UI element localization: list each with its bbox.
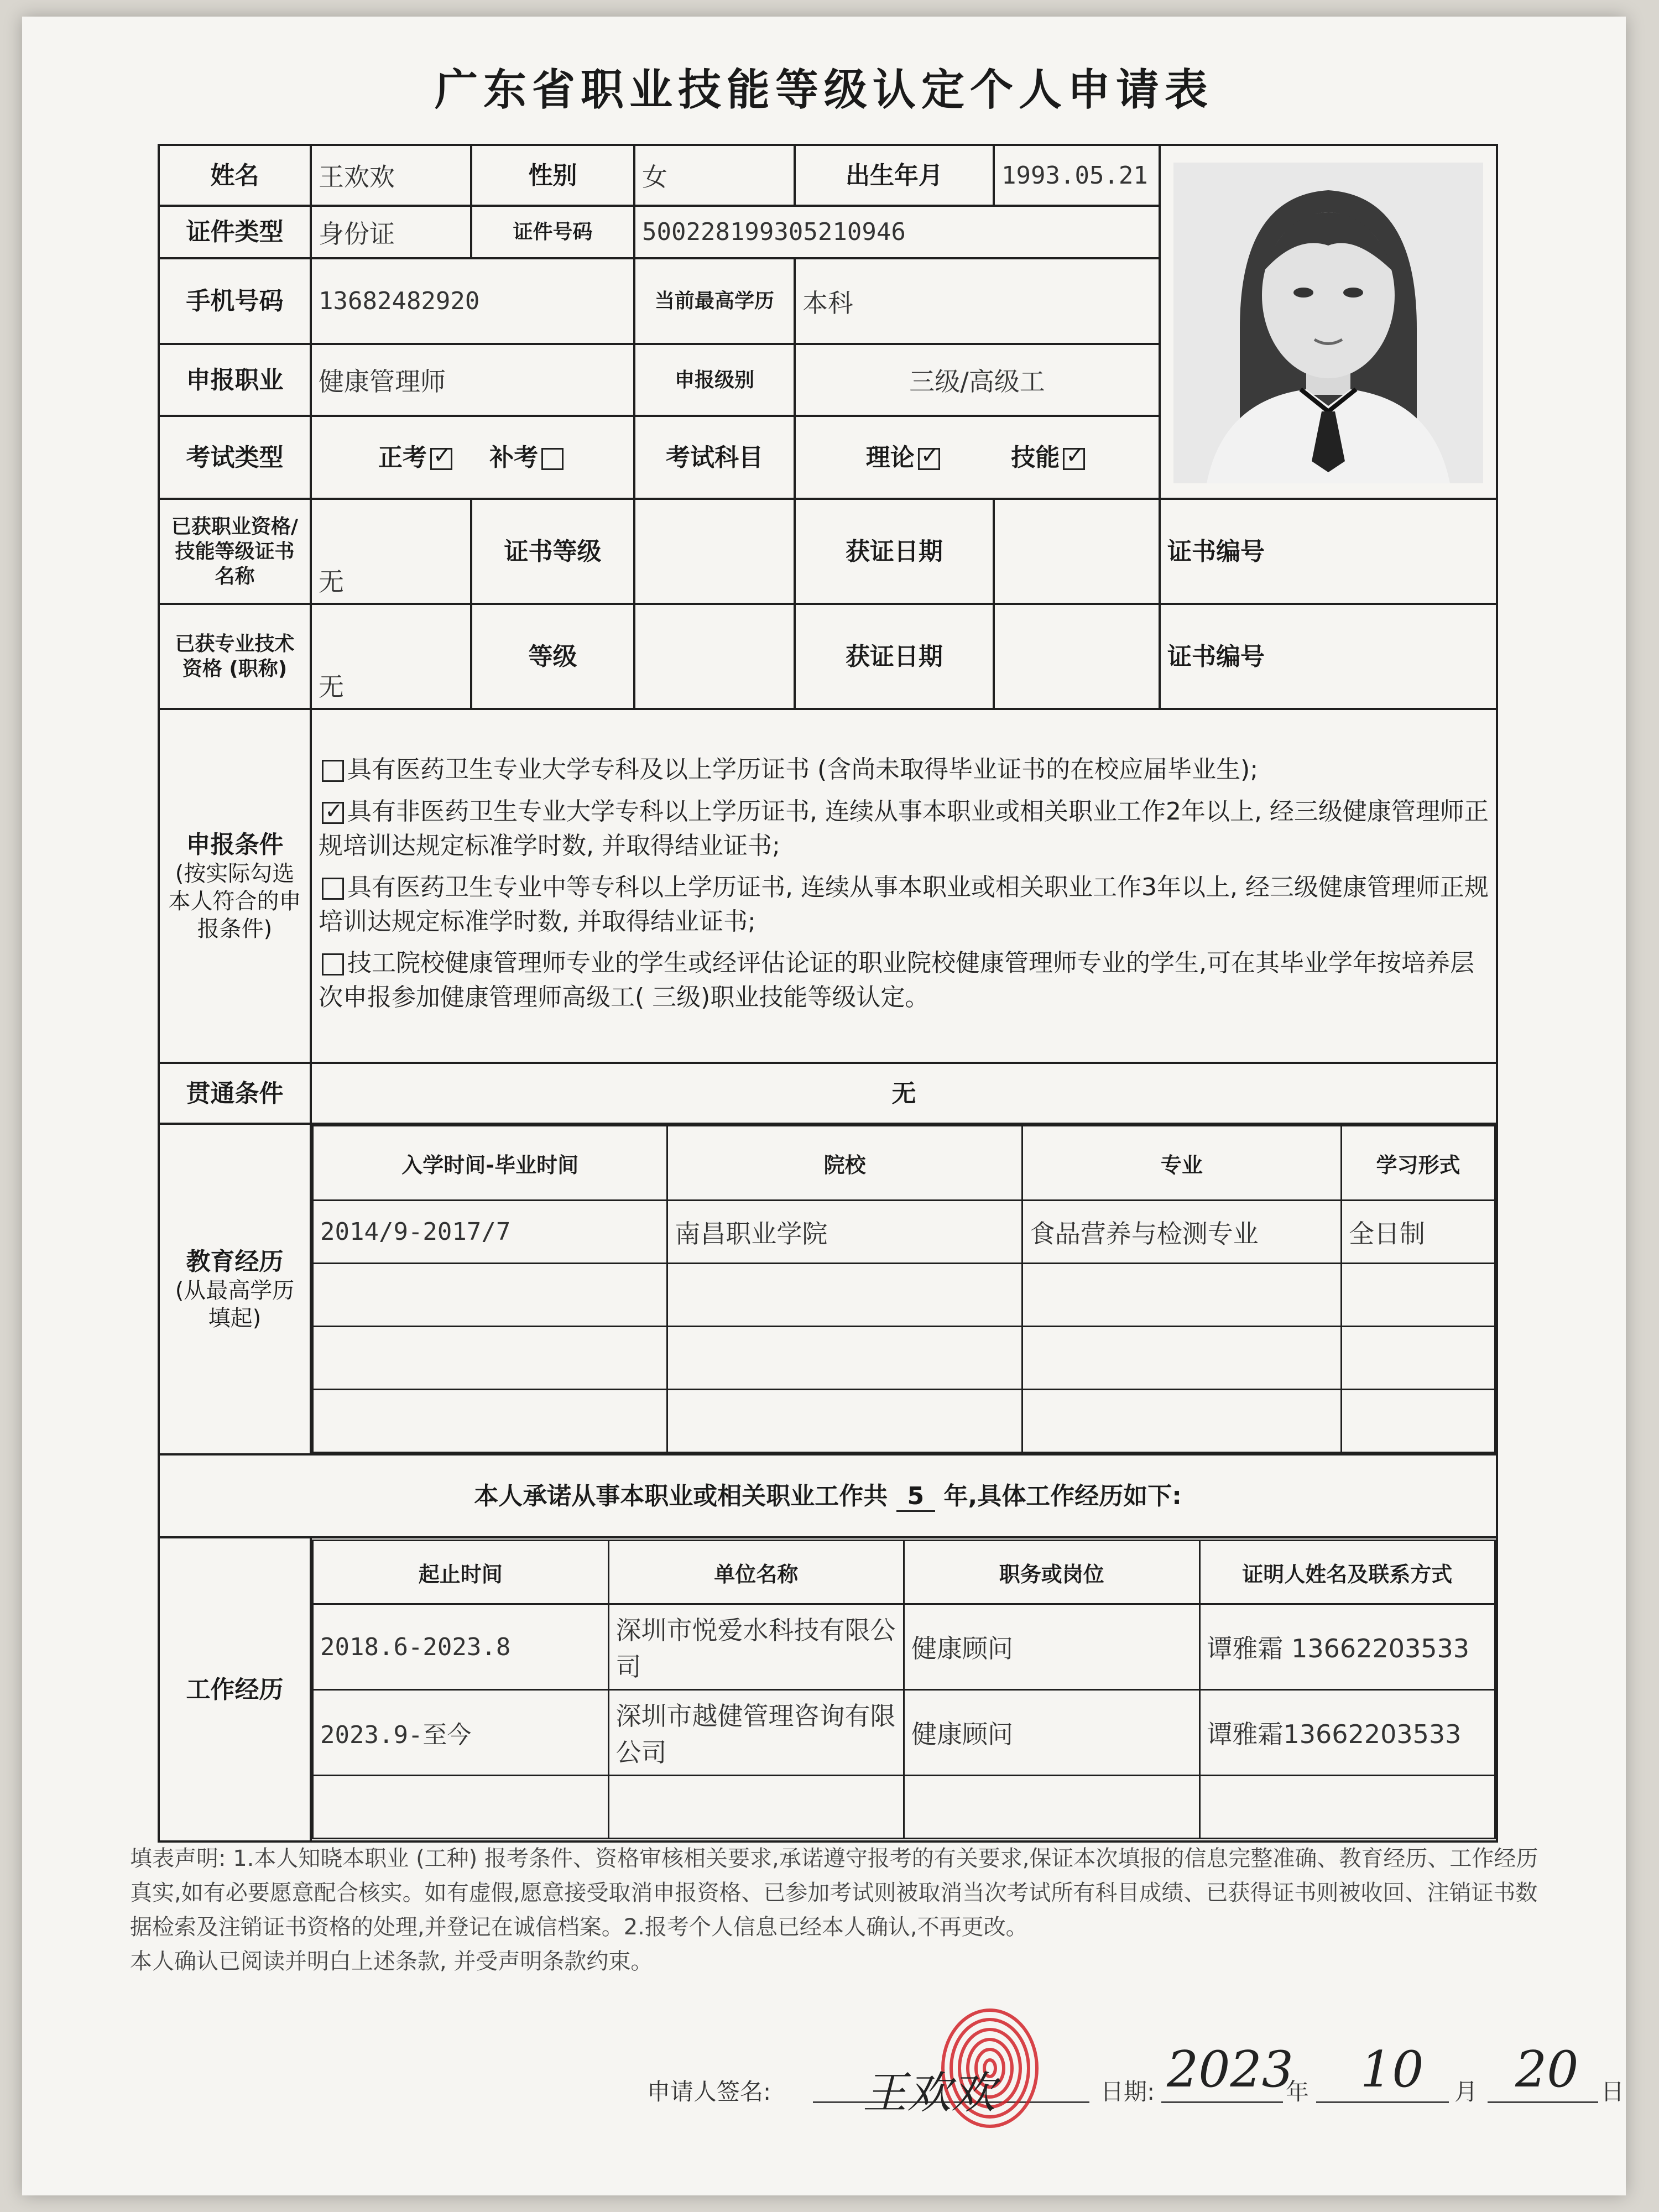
through-label: 贯通条件 — [159, 1063, 311, 1124]
work-reference: 谭雅霜 13662203533 — [1199, 1604, 1495, 1690]
title-name-label: 已获专业技术资格 (职称) — [159, 604, 311, 709]
phone-value: 13682482920 — [311, 258, 634, 344]
work-period: 2023.9-至今 — [313, 1690, 609, 1776]
edu-header-school: 院校 — [667, 1126, 1022, 1201]
cert-level-label: 证书等级 — [471, 499, 634, 604]
title-level-value — [634, 604, 795, 709]
application-form-sheet — [22, 17, 1626, 2195]
work-table — [312, 1540, 1496, 1839]
work-header-reference: 证明人姓名及联系方式 — [1199, 1541, 1495, 1604]
cert-date-label: 获证日期 — [795, 499, 994, 604]
edu-major: 食品营养与检测专业 — [1022, 1201, 1341, 1264]
title-name-value: 无 — [311, 604, 471, 709]
id-no-label: 证件号码 — [471, 206, 634, 258]
condition-item: 技工院校健康管理师专业的学生或经评估论证的职业院校健康管理师专业的学生,可在其毕业学年按培养层次申报参加健康管理师高级工( 三级)职业技能等级认定。 — [319, 949, 1474, 1011]
day-unit: 日 — [1601, 2078, 1625, 2105]
edu-label: 当前最高学历 — [634, 258, 795, 344]
phone-label: 手机号码 — [159, 258, 311, 344]
condition-3-checkbox[interactable] — [322, 878, 344, 900]
work-promise: 本人承诺从事本职业或相关职业工作共 5 年,具体工作经历如下: — [159, 1454, 1497, 1537]
declaration-text: 填表声明: 1.本人知晓本职业 (工种) 报考条件、资格审核相关要求,承诺遵守报考的有关要求,保证本次填报的信息完整准确、教育经历、工作经历真实,如有必要愿意配合核实。如有虚假,愿意接受取消申报资格、已参加考试则被取消当次考试所有科目成绩、已获得证书则被收回、注销证书数据检索及注销证书资格的处理,并登记在诚信档案。2.报考个人信息已经本人确认,不再更改。 — [130, 1846, 1538, 1940]
edu-school: 南昌职业学院 — [667, 1201, 1022, 1264]
through-value: 无 — [311, 1063, 1497, 1124]
birth-label: 出生年月 — [795, 145, 994, 206]
edu-header-major: 专业 — [1022, 1126, 1341, 1201]
edu-hist-sublabel: (从最高学历填起) — [175, 1277, 295, 1331]
id-type-value: 身份证 — [311, 206, 471, 258]
gender-label: 性别 — [471, 145, 634, 206]
birth-value: 1993.05.21 — [994, 145, 1160, 206]
makeup-exam-checkbox[interactable] — [541, 448, 564, 470]
work-company: 深圳市越健管理咨询有限公司 — [608, 1690, 904, 1776]
month-unit: 月 — [1454, 2078, 1478, 2105]
work-header-position: 职务或岗位 — [904, 1541, 1200, 1604]
sign-month: 10 — [1360, 2041, 1424, 2099]
edu-hist-label: 教育经历 — [186, 1247, 284, 1276]
edu-hist-label-cell — [159, 1124, 311, 1454]
table-row — [313, 1201, 1495, 1264]
work-period: 2018.6-2023.8 — [313, 1604, 609, 1690]
condition-item: ✓具有非医药卫生专业大学专科以上学历证书, 连续从事本职业或相关职业工作2年以上, 经三级健康管理师正规培训达规定标准学时数, 并取得结业证书; — [319, 795, 1489, 863]
conditions-label-cell — [159, 709, 311, 1063]
title-date-value — [994, 604, 1160, 709]
level-value: 三级/高级工 — [795, 344, 1160, 416]
exam-type-label: 考试类型 — [159, 416, 311, 499]
theory-label: 理论 — [865, 443, 915, 472]
condition-item: 具有医药卫生专业中等专科以上学历证书, 连续从事本职业或相关职业工作3年以上, 经三级健康管理师正规培训达规定标准学时数, 并取得结业证书; — [319, 873, 1489, 936]
regular-exam-label: 正考 — [378, 443, 427, 472]
skill-checkbox[interactable] — [1063, 448, 1085, 470]
conditions-label: 申报条件 — [186, 830, 284, 859]
condition-2-checkbox[interactable] — [322, 802, 344, 824]
table-row — [313, 1264, 1495, 1327]
table-row — [313, 1390, 1495, 1453]
form-table — [158, 144, 1498, 1843]
education-table-cell — [311, 1124, 1497, 1454]
exam-subject-options — [795, 416, 1160, 499]
name-label: 姓名 — [159, 145, 311, 206]
exam-type-options — [311, 416, 634, 499]
work-company: 深圳市悦爱水科技有限公司 — [608, 1604, 904, 1690]
applicant-photo — [1160, 145, 1497, 499]
level-label: 申报级别 — [634, 344, 795, 416]
form-title: 广东省职业技能等级认定个人申请表 — [434, 65, 1213, 115]
condition-4-checkbox[interactable] — [322, 953, 344, 975]
edu-value: 本科 — [795, 258, 1160, 344]
education-table — [312, 1125, 1496, 1453]
work-reference: 谭雅霜13662203533 — [1199, 1690, 1495, 1776]
work-position: 健康顾问 — [904, 1690, 1200, 1776]
condition-item: 具有医药卫生专业大学专科及以上学历证书 (含尚未取得毕业证书的在校应届毕业生); — [319, 753, 1489, 787]
title-no-label: 证书编号 — [1160, 604, 1497, 709]
work-years: 5 — [896, 1482, 936, 1512]
work-hist-label: 工作经历 — [159, 1537, 311, 1841]
skill-label: 技能 — [1011, 443, 1060, 472]
id-type-label: 证件类型 — [159, 206, 311, 258]
year-unit: 年 — [1286, 2078, 1310, 2105]
work-position: 健康顾问 — [904, 1604, 1200, 1690]
portrait-image — [1173, 163, 1483, 483]
edu-form: 全日制 — [1342, 1201, 1495, 1264]
conditions-list — [311, 709, 1497, 1063]
sign-day: 20 — [1515, 2041, 1579, 2099]
edu-header-period: 入学时间-毕业时间 — [313, 1126, 667, 1201]
name-value: 王欢欢 — [311, 145, 471, 206]
theory-checkbox[interactable] — [918, 448, 940, 470]
work-header-company: 单位名称 — [608, 1541, 904, 1604]
table-row — [313, 1604, 1495, 1690]
conditions-sublabel: (按实际勾选本人符合的申报条件) — [168, 860, 301, 942]
edu-header-form: 学习形式 — [1342, 1126, 1495, 1201]
declaration-confirm: 本人确认已阅读并明白上述条款, 并受声明条款约束。 — [130, 1949, 653, 1974]
sign-year: 2023 — [1167, 2041, 1294, 2099]
condition-1-checkbox[interactable] — [322, 760, 344, 782]
table-row — [313, 1690, 1495, 1776]
cert-level-value — [634, 499, 795, 604]
cert-no-label: 证书编号 — [1160, 499, 1497, 604]
date-label: 日期: — [1100, 2078, 1155, 2105]
table-row — [313, 1327, 1495, 1390]
occupation-value: 健康管理师 — [311, 344, 634, 416]
signature-label: 申请人签名: — [647, 2078, 771, 2105]
regular-exam-checkbox[interactable] — [430, 448, 452, 470]
work-header-period: 起止时间 — [313, 1541, 609, 1604]
work-table-cell — [311, 1537, 1497, 1841]
edu-period: 2014/9-2017/7 — [313, 1201, 667, 1264]
cert-date-value — [994, 499, 1160, 604]
cert-name-label: 已获职业资格/技能等级证书名称 — [159, 499, 311, 604]
declaration — [130, 1841, 1557, 1979]
title-level-label: 等级 — [471, 604, 634, 709]
id-no-value: 500228199305210946 — [634, 206, 1160, 258]
exam-subject-label: 考试科目 — [634, 416, 795, 499]
applicant-signature: 王欢欢 — [863, 2067, 995, 2119]
makeup-exam-label: 补考 — [489, 443, 539, 472]
table-row — [313, 1776, 1495, 1839]
occupation-label: 申报职业 — [159, 344, 311, 416]
title-date-label: 获证日期 — [795, 604, 994, 709]
gender-value: 女 — [634, 145, 795, 206]
cert-name-value: 无 — [311, 499, 471, 604]
